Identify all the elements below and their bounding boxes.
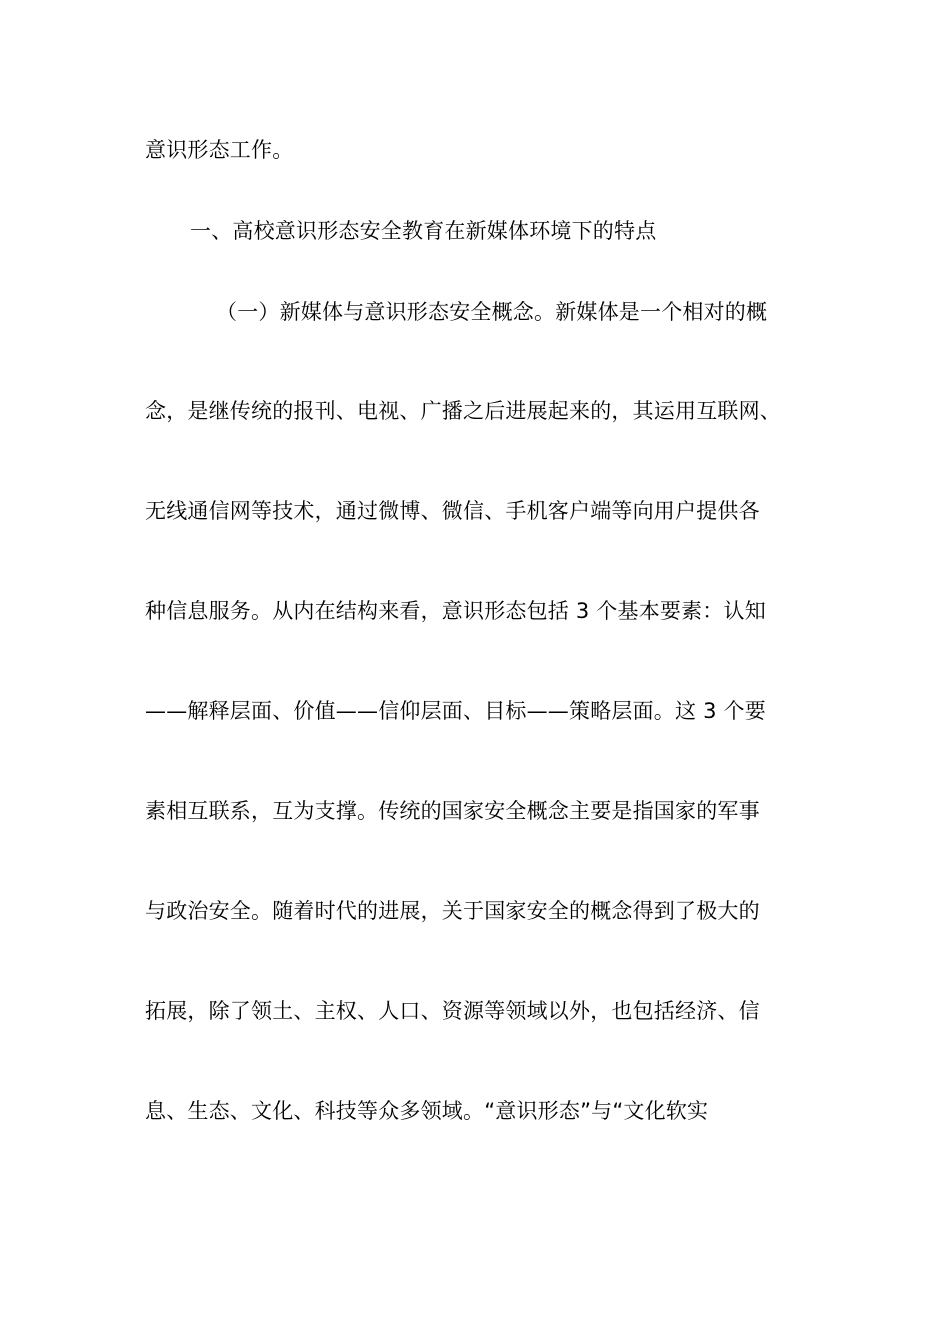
paragraph-line-1: 意识形态工作。 <box>145 138 294 162</box>
paragraph-line-5: ——解释层面、价值——信仰层面、目标——策略层面。这 3 个要 <box>145 699 766 723</box>
paragraph-line-8: 拓展，除了领土、主权、人口、资源等领域以外，也包括经济、信 <box>145 999 760 1023</box>
paragraph-line-4: 种信息服务。从内在结构来看，意识形态包括 3 个基本要素：认知 <box>145 599 766 623</box>
subsection-line-1: （一）新媒体与意识形态安全概念。新媒体是一个相对的概 <box>216 300 768 324</box>
paragraph-line-7: 与政治安全。随着时代的进展，关于国家安全的概念得到了极大的 <box>145 899 760 923</box>
paragraph-line-2: 念，是继传统的报刊、电视、广播之后进展起来的，其运用互联网、 <box>145 399 781 423</box>
paragraph-line-6: 素相互联系，互为支撑。传统的国家安全概念主要是指国家的军事 <box>145 799 760 823</box>
section-heading: 一、高校意识形态安全教育在新媒体环境下的特点 <box>190 219 657 243</box>
paragraph-line-9: 息、生态、文化、科技等众多领域。“意识形态”与“文化软实 <box>145 1099 709 1123</box>
paragraph-line-3: 无线通信网等技术，通过微博、微信、手机客户端等向用户提供各 <box>145 499 760 523</box>
